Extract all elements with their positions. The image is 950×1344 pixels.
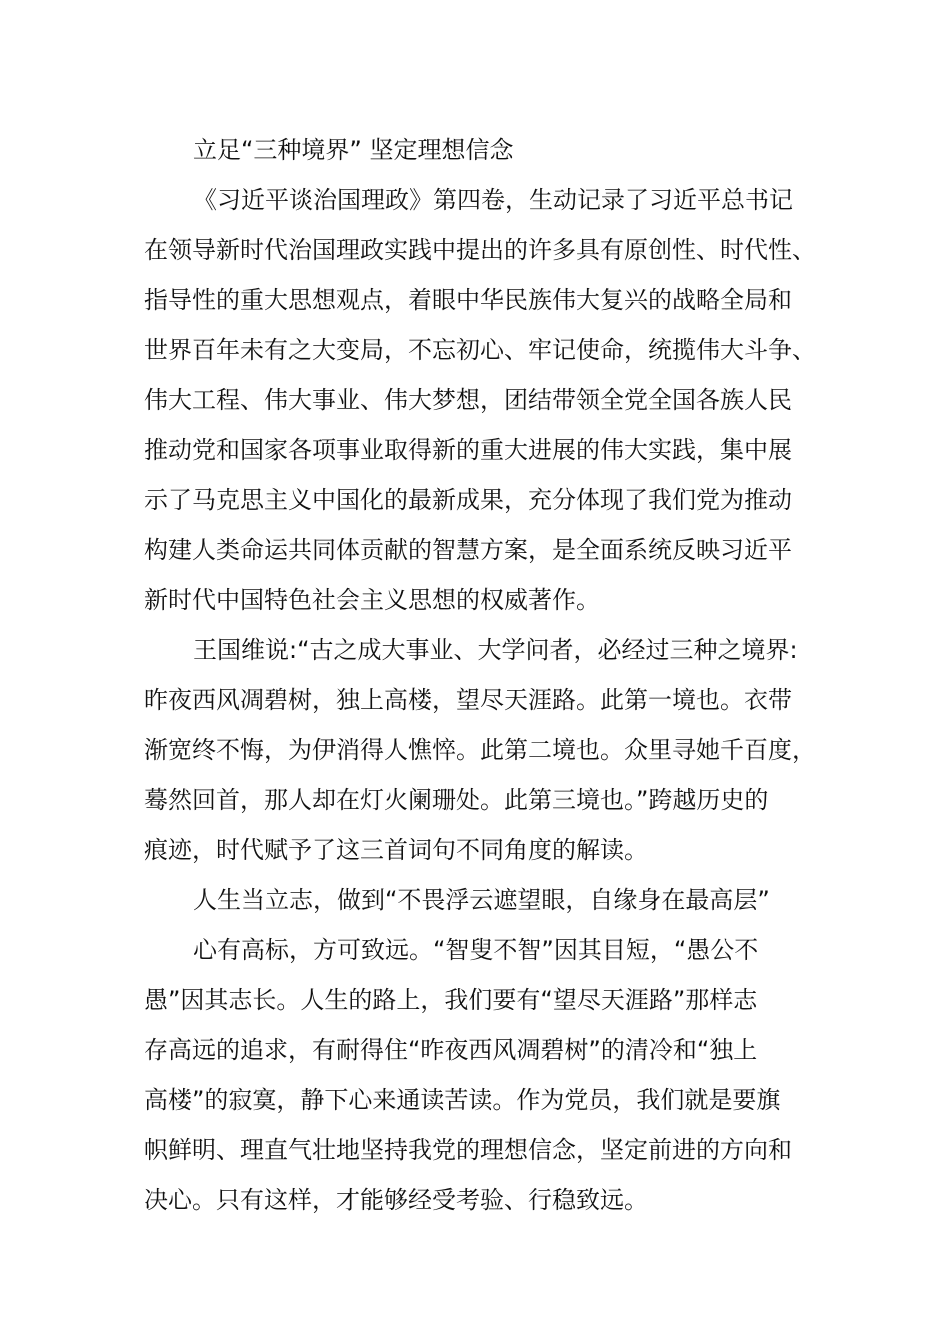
paragraph-line: 心有高标，方可致远。“智叟不智”因其目短，“愚公不 [193,936,759,964]
paragraph-line: 在领导新时代治国理政实践中提出的许多具有原创性、时代性、 [144,236,816,264]
paragraph-line: 昨夜西风凋碧树，独上高楼，望尽天涯路。此第一境也。衣带 [144,686,792,714]
paragraph-line: 世界百年未有之大变局，不忘初心、牢记使命，统揽伟大斗争、 [144,336,816,364]
paragraph-line: 决心。只有这样，才能够经受考验、行稳致远。 [144,1186,648,1214]
paragraph-line: 存高远的追求，有耐得住“昨夜西风凋碧树”的清冷和“独上 [144,1036,758,1064]
paragraph-line: 《习近平谈治国理政》第四卷，生动记录了习近平总书记 [193,186,793,214]
paragraph-line: 构建人类命运共同体贡献的智慧方案，是全面系统反映习近平 [144,536,792,564]
paragraph-line: 高楼”的寂寞，静下心来通读苦读。作为党员，我们就是要旗 [144,1086,781,1114]
paragraph-line: 伟大工程、伟大事业、伟大梦想，团结带领全党全国各族人民 [144,386,792,414]
paragraph-line: 推动党和国家各项事业取得新的重大进展的伟大实践，集中展 [144,436,792,464]
paragraph-line: 示了马克思主义中国化的最新成果，充分体现了我们党为推动 [144,486,792,514]
paragraph-line: 痕迹，时代赋予了这三首词句不同角度的解读。 [144,836,648,864]
paragraph-line: 指导性的重大思想观点，着眼中华民族伟大复兴的战略全局和 [144,286,792,314]
paragraph-line: 帜鲜明、理直气壮地坚持我党的理想信念，坚定前进的方向和 [144,1136,792,1164]
paragraph-line: 愚”因其志长。人生的路上，我们要有“望尽天涯路”那样志 [144,986,758,1014]
paragraph-line: 蓦然回首，那人却在灯火阑珊处。此第三境也。”跨越历史的 [144,786,769,814]
section-heading: 人生当立志，做到“不畏浮云遮望眼，自缘身在最高层” [193,886,770,914]
paragraph-line: 渐宽终不悔，为伊消得人憔悴。此第二境也。众里寻她千百度， [144,736,816,764]
document-title: 立足“三种境界” 坚定理想信念 [193,136,514,164]
paragraph-line: 新时代中国特色社会主义思想的权威著作。 [144,586,600,614]
paragraph-line: 王国维说:“古之成大事业、大学问者，必经过三种之境界: [193,636,798,664]
